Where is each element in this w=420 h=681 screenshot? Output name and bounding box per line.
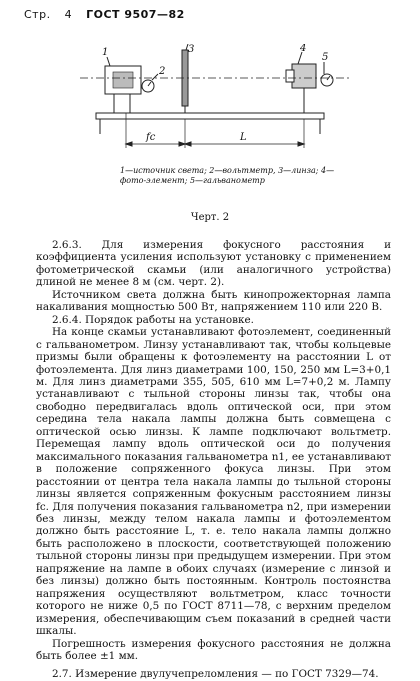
figure-legend: 1—источник света; 2—вольтметр, 3—линза; 4—фото-элемент; 5—гальванометр [120,166,335,185]
callout-5: 5 [322,52,329,63]
paragraph-2-7: 2.7. Измерение двулучепреломления — по ГОСТ 7329—74. [52,668,379,681]
callout-4: 4 [300,44,307,54]
figure-caption: Черт. 2 [190,212,230,223]
callout-2: 2 [159,66,166,77]
standard-id: ГОСТ 9507—82 [86,8,185,21]
page-prefix: Стр. [24,8,51,21]
callout-3: 3 [188,44,195,55]
photometric-bench-drawing [70,44,360,154]
page-number: 4 [64,8,73,21]
paragraph-2-6-4: 2.6.4. Порядок работы на установке. [52,313,254,326]
dim-L-label: L [240,132,247,143]
body-text [36,239,391,681]
paragraph-2-6-3: 2.6.3. Для измерения фокусного расстояния и коэффициента усиления используют установку с применением фотометрической скамьи (или аналогичного устройства) длиной не менее 8 м (см. черт. 2). [36,239,391,289]
dim-fc-label: fc [146,132,156,143]
photo-element [292,64,316,88]
page-header [24,8,185,21]
paragraph-error: Погрешность измерения фокусного расстояния не должна быть более ±1 мм. [36,637,391,662]
bench-rail [96,113,324,119]
callout-1: 1 [102,47,109,58]
paragraph-procedure: На конце скамьи устанавливают фотоэлемент, соединенный с гальванометром. Линзу устанавливают так, чтобы кольцевые призмы были обращены к фотоэлементу на расстоянии L от фотоэлемента. Для линз диаметрами 100, 150, 250 мм L=3+0,1 м. Для линз диаметрами 355, 505, 610 мм L=7+0,2 м. Лампу устанавливают с тыльной стороны линзы так, чтобы она свободно передвигалась вдоль оптической оси, при этом середина тела накала лампы должна быть совмещена с оптической осью линзы. К лампе подключают вольтметр. Перемещая лампу вдоль оптической оси до получения максимального показания гальванометра n1, ее устанавливают в положение сопряженного фокуса линзы. При этом расстоянии от центра тела накала лампы до тыльной стороны линзы является сопряженным фокусным расстоянием линзы fc. Для получения показания гальванометра n2, при измерении без линзы, между телом накала лампы и фотоэлементом должно быть расстояние L, т. е. тело накала лампы должно быть расположено в плоскости, соответствующей положению тыльной стороны линзы при предыдущем измерении. При этом напряжение на лампе в обоих случаях (измерение с линзой и без линзы) должно быть постоянным. Контроль постоянства напряжения осуществляют вольтметром, класс точности которого не ниже 0,5 по ГОСТ 8711—78, с верхним пределом измерения, обеспечивающим съем показаний в средней части шкалы. [36,326,391,638]
paragraph-light-source: Источником света должна быть кинопрожекторная лампа накаливания мощностью 500 Вт, напряжением 110 или 220 В. [36,288,391,314]
